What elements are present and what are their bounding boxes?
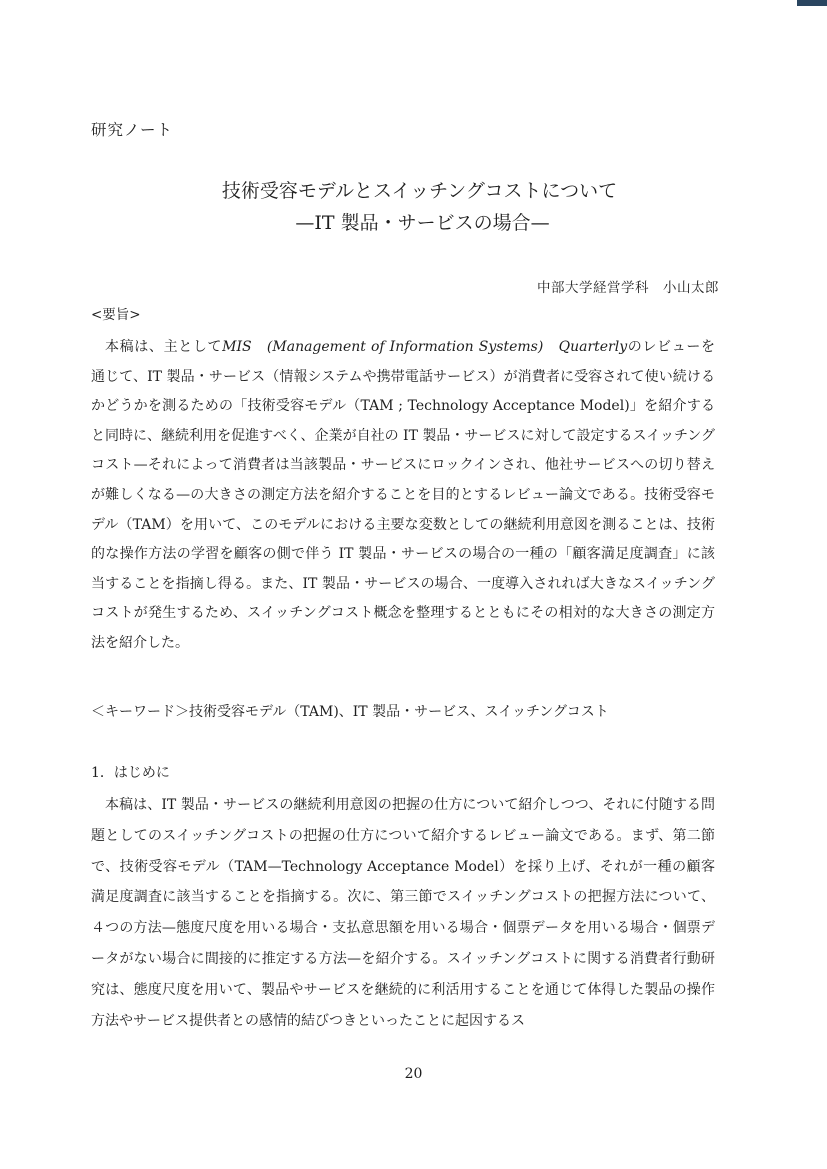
abstract-intro: 本稿は、主として xyxy=(105,339,223,355)
paper-title: 技術受容モデルとスイッチングコストについて xyxy=(221,180,618,202)
section-heading: 1．はじめに xyxy=(91,765,170,781)
page-number: 20 xyxy=(404,1066,423,1082)
abstract-body: のレビューを通じて、IT 製品・サービス（情報システムや携帯電話サービス）が消費者に受容されて使い続けるかどうかを測るための「技術受容モデル（TAM ; Technology Acceptance Model)」を紹介すると同時に、継続利用を促進すべく、企業が自社の IT 製品・サービスに対して設定するスイッチングコスト—それによって消費者は当該製品・サービスにロックインされ、他社サービスへの切り替えが難しくなる—の大きさの測定方法を紹介することを目的とするレビュー論文である。技術受容モデル（TAM）を用いて、このモデルにおける主要な変数としての継続利用意図を測ることは、技術的な操作方法の学習を顧客の側で伴う IT 製品・サービスの場合の一種の「顧客満足度調査」に該当することを指摘し得る。また、IT 製品・サービスの場合、一度導入されれば大きなスイッチングコストが発生するため、スイッチングコスト概念を整理するとともにその相対的な大きさの測定方法を紹介した。 xyxy=(91,339,716,651)
keywords: ＜キーワード＞技術受容モデル（TAM)、IT 製品・サービス、スイッチングコスト xyxy=(91,704,609,720)
section-label: 研究ノート xyxy=(91,121,174,139)
author-affiliation: 中部大学経営学科 小山太郎 xyxy=(537,280,719,296)
journal-title: MIS (Management of Information Systems) Quarterly xyxy=(222,339,628,355)
paper-subtitle: —IT 製品・サービスの場合— xyxy=(295,212,550,234)
abstract-text xyxy=(91,333,715,659)
abstract-heading: <要旨> xyxy=(91,307,141,323)
page-corner-mark xyxy=(797,0,827,6)
section-body: 本稿は、IT 製品・サービスの継続利用意図の把握の仕方について紹介しつつ、それに付随する問題としてのスイッチングコストの把握の仕方について紹介するレビュー論文である。まず、第二節で、技術受容モデル（TAM—Technology Acceptance Model）を採り上げ、それが一種の顧客満足度調査に該当することを指摘する。次に、第三節でスイッチングコストの把握方法について、４つの方法—態度尺度を用いる場合・支払意思額を用いる場合・個票データを用いる場合・個票データがない場合に間接的に推定する方法—を紹介する。スイッチングコストに関する消費者行動研究は、態度尺度を用いて、製品やサービスを継続的に利活用することを通じて体得した製品の操作方法やサービス提供者との感情的結びつきといったことに起因するス xyxy=(91,797,715,1029)
title-block xyxy=(0,175,827,239)
